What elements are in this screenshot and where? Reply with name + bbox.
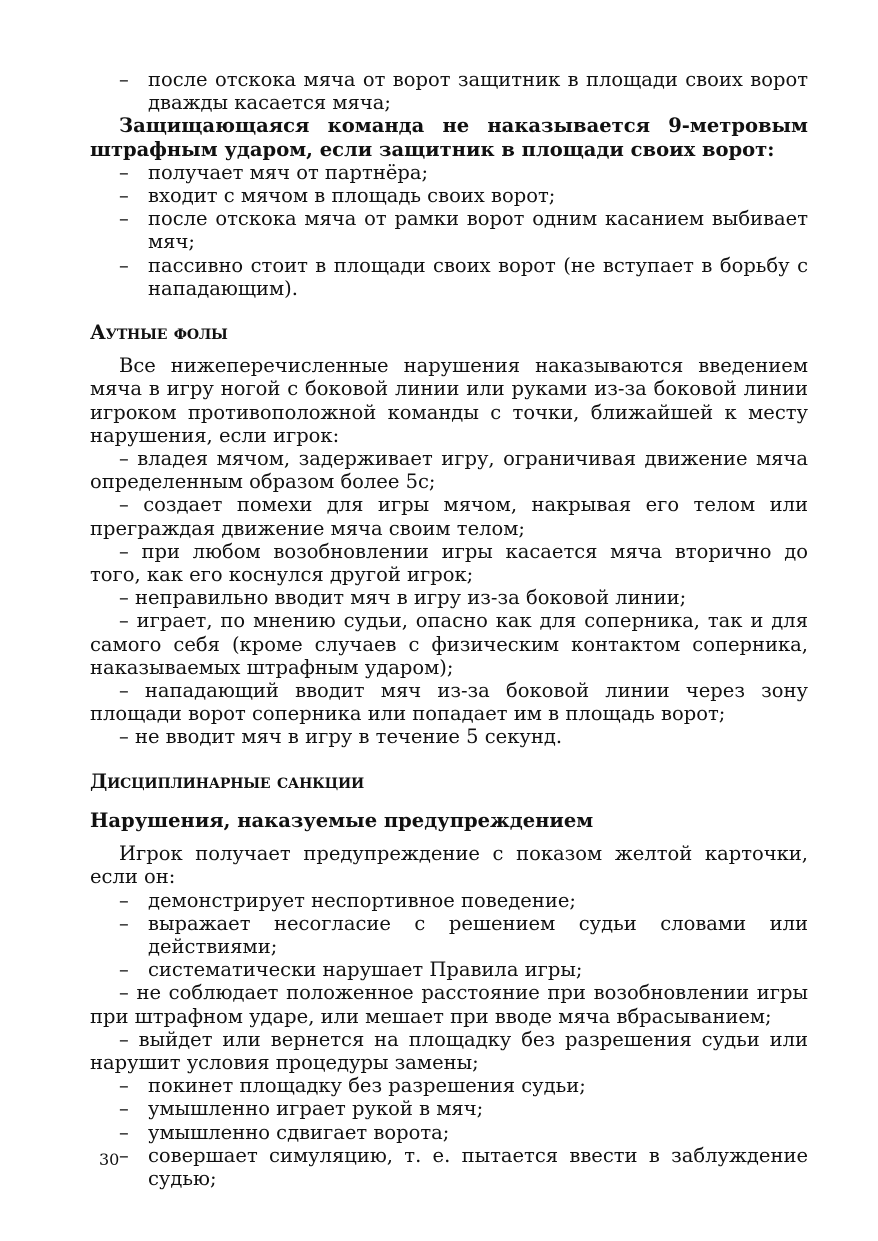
list-item (90, 184, 808, 207)
list-item-text: демонстрирует неспортивное поведение; (148, 888, 576, 912)
list-item: – при любом возобновлении игры касается мяча вторично до того, как его коснулся другой игрок; (90, 539, 808, 587)
list-item (90, 1144, 808, 1190)
list-item (90, 912, 808, 958)
list-item: – неправильно вводит мяч в игру из-за боковой линии; (119, 586, 687, 610)
list-item (90, 958, 808, 981)
list-dash: – (119, 184, 129, 208)
list-item-text: покинет площадку без разрешения судьи; (148, 1074, 586, 1098)
list-dash: – (119, 1097, 129, 1121)
section-intro: Игрок получает предупреждение с показом желтой карточки, если он: (90, 842, 808, 889)
document-page (90, 68, 808, 1190)
list-dash: – (119, 1120, 129, 1144)
list-item (90, 254, 808, 300)
list-item (90, 1074, 808, 1097)
list-dash: – (119, 68, 129, 91)
section-intro: Все нижеперечисленные нарушения наказываются введением мяча в игру ногой с боковой линии или руками из-за боковой линии игроком противоположной команды с точки, ближайшей к месту нарушения, если игрок: (90, 354, 808, 447)
page-number: 30 (99, 1150, 120, 1169)
list-item: – не вводит мяч в игру в течение 5 секунд. (119, 725, 563, 749)
list-dash: – (119, 253, 129, 277)
list-item-text: систематически нарушает Правила игры; (148, 958, 583, 982)
list-item-text: совершает симуляцию, т. е. пытается ввести в заблуждение судью; (148, 1143, 808, 1190)
list-item (90, 889, 808, 912)
list-item: – не соблюдает положенное расстояние при возобновлении игры при штрафном ударе, или мешает при вводе мяча вбрасыванием; (90, 981, 808, 1028)
list-item: – играет, по мнению судьи, опасно как для соперника, так и для самого себя (кроме случаев с физическим контактом соперника, наказываемых штрафным ударом); (90, 609, 808, 679)
list-dash: – (119, 1143, 129, 1167)
list-item: – создает помехи для игры мячом, накрывая его телом или преграждая движение мяча своим телом; (90, 493, 808, 540)
list-dash: – (119, 207, 129, 231)
list-item (90, 1121, 808, 1144)
list-dash: – (119, 958, 129, 982)
subsection-heading: Нарушения, наказуемые предупреждением (90, 808, 594, 832)
list-dash: – (119, 1074, 129, 1098)
list-item (90, 161, 808, 184)
list-item (90, 207, 808, 253)
list-item-text: получает мяч от партнёра; (148, 160, 429, 184)
list-item-text: входит с мячом в площадь своих ворот; (148, 184, 556, 208)
list-item-text: умышленно играет рукой в мяч; (148, 1097, 484, 1121)
list-dash: – (119, 160, 129, 184)
list-item: – выйдет или вернется на площадку без разрешения судьи или нарушит условия процедуры замены; (90, 1027, 808, 1074)
list-item: – нападающий вводит мяч из-за боковой линии через зону площади ворот соперника или попадает им в площадь ворот; (90, 679, 808, 726)
section-heading-sanctions: Дисциплинарные санкции (90, 769, 365, 793)
list-item-text: после отскока мяча от рамки ворот одним касанием выбивает мяч; (148, 207, 808, 254)
list-item-text: после отскока мяча от ворот защитник в площади своих ворот дважды касается мяча; (148, 68, 808, 115)
list-item-text: выражает несогласие с решением судьи словами или действиями; (148, 911, 808, 958)
list-item-text: умышленно сдвигает ворота; (148, 1120, 450, 1144)
section-heading-outs: Аутные фолы (90, 321, 228, 345)
list-dash: – (119, 911, 129, 935)
list-item-text: пассивно стоит в площади своих ворот (не вступает в борьбу с нападающим). (148, 253, 808, 300)
list-item (90, 68, 808, 114)
list-dash: – (119, 888, 129, 912)
bold-paragraph: Защищающаяся команда не наказывается 9-метровым штрафным ударом, если защитник в площади своих ворот: (90, 114, 808, 161)
list-item (90, 1097, 808, 1120)
list-item: – владея мячом, задерживает игру, ограничивая движение мяча определенным образом более 5с; (90, 447, 808, 494)
